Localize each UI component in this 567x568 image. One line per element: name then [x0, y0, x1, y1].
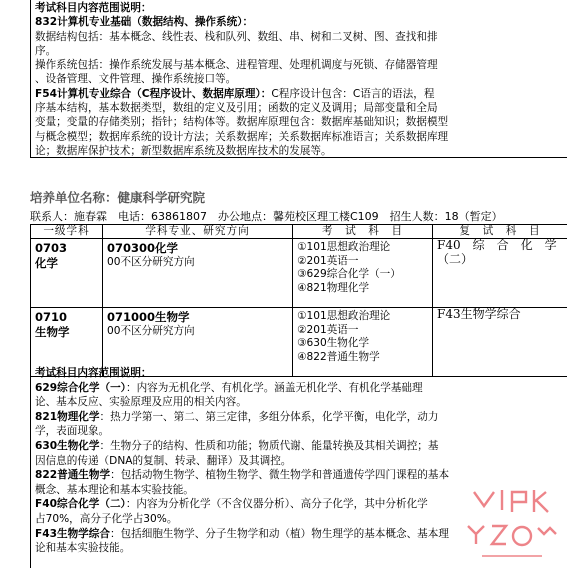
table-header-row — [31, 225, 567, 239]
bottom_box-text: ：内容为分析化学（不含仪器分析）、高分子化学，其中分析化学 — [125, 498, 428, 511]
top_box-line — [35, 72, 563, 86]
top_box-line — [35, 101, 563, 115]
bottom_box-text: 因信息的传递（DNA的复制、转录、翻译）及其调控。 — [35, 454, 292, 467]
discipline-name: 化学 — [35, 256, 58, 270]
header-major: 学科专业、研究方向 — [103, 225, 293, 239]
bottom_box-line — [35, 424, 563, 439]
bottom_box-subject: 822普通生物学 — [35, 469, 111, 482]
bottom_box-text: ：包括细胞生物学、分子生物学和动（植）物生理学的基本概念、基本理 — [109, 527, 449, 540]
bottom_box-line — [35, 395, 563, 410]
exam-cell — [293, 239, 433, 308]
header-review: 复 试 科 目 — [433, 225, 567, 239]
bottom_box-line — [35, 454, 563, 469]
bottom_box-text: ：热力学第一、第二、第三定律，多组分体系，化学平衡，电化学，动力 — [99, 410, 439, 423]
table-row — [31, 239, 567, 308]
bottom_box-subject: F43生物学综合 — [35, 527, 110, 540]
exam-subject: ②201英语一 — [297, 323, 359, 336]
top_box-text: 序。 — [35, 44, 57, 57]
top-scope-lines — [35, 15, 563, 158]
major-title: 070300化学 — [107, 241, 179, 255]
top_box-subject: 832计算机专业基础（数据结构、操作系统）： — [35, 16, 254, 29]
top_box-line — [35, 58, 563, 72]
exam-subject: ①101思想政治理论 — [297, 241, 391, 253]
bottom_box-text: ：包括动物生物学、植物生物学、微生物学和普通遗传学四门课程的基本 — [110, 469, 450, 482]
bottom_box-text: ：内容为无机化学、有机化学。涵盖无机化学、有机化学基础理 — [125, 381, 423, 394]
bottom_box-subject: 821物理化学 — [35, 410, 100, 423]
watermark-logo — [462, 486, 567, 568]
bottom_box-line — [35, 381, 563, 396]
top_box-line — [35, 130, 563, 144]
research-direction: 00不区分研究方向 — [107, 256, 195, 268]
exam-subject: ①101思想政治理论 — [297, 310, 391, 322]
top_box-line — [35, 30, 563, 44]
bottom-scope-heading: 考试科目内容范围说明： — [35, 367, 152, 379]
top_box-line — [35, 144, 563, 158]
major-title: 071000生物学 — [107, 310, 190, 324]
top-exam-scope-box — [30, 0, 567, 158]
bottom_box-text: 论、基本反应、实验原理及应用的相关内容。 — [35, 396, 247, 409]
discipline-cell — [31, 239, 103, 308]
header-discipline: 一级学科 — [31, 225, 103, 239]
exam-subject: ③629综合化学（一） — [297, 268, 401, 281]
discipline-name: 生物学 — [35, 325, 70, 339]
table-body — [31, 239, 567, 377]
top-scope-heading: 考试科目内容范围说明： — [35, 2, 152, 14]
discipline-code: 0703 — [35, 241, 68, 255]
major-table — [30, 224, 567, 377]
bottom_box-text: 论和基本实验技能。 — [35, 542, 131, 555]
review-subject: F40 综 合 化 学 — [437, 238, 557, 252]
bottom_box-text: 学，表面现象。 — [35, 425, 110, 438]
top_box-line — [35, 15, 563, 29]
review-subject: F43生物学综合 — [437, 307, 521, 321]
exam-subject: ③630生物化学 — [297, 337, 370, 350]
top_box-text: 、设备管理、文件管理、操作系统接口等。 — [35, 73, 237, 86]
review-subject: （二） — [437, 251, 474, 266]
top_box-text: 数据结构包括：基本概念、线性表、栈和队列、数组、串、树和二叉树、图、查找和排 — [35, 30, 438, 43]
bottom_box-subject: 629综合化学（一） — [35, 381, 126, 394]
major-cell — [103, 239, 293, 308]
contact-line: 联系人：施春霖 电话：63861807 办公地点：馨苑校区理工楼C109 招生人数：18（暂定） — [30, 210, 503, 223]
exam-subject: ④821物理化学 — [297, 281, 370, 294]
discipline-code: 0710 — [35, 310, 68, 324]
unit-title: 培养单位名称：健康科学研究院 — [30, 190, 206, 205]
bottom_box-subject: 630生物化学 — [35, 439, 100, 452]
bottom_box-subject: F40综合化学（二） — [35, 498, 126, 511]
exam-subject: ②201英语一 — [297, 254, 359, 267]
top_box-text: C程序设计包含：C语言的语法，程 — [271, 87, 435, 100]
exam-subject: ④822普通生物学 — [297, 350, 380, 363]
top_box-text: 与概念模型；数据库系统的设计方法；关系数据库；关系数据库标准语言；关系数据库理 — [35, 130, 449, 143]
top_box-subject: F54计算机专业综合（C程序设计、数据库原理）： — [35, 87, 272, 100]
top_box-line — [35, 87, 563, 101]
research-direction: 00不区分研究方向 — [107, 325, 195, 337]
bottom_box-text: ：生物分子的结构、性质和功能；物质代谢、能量转换及其相关调控；基 — [99, 439, 439, 452]
top_box-text: 论；数据库保护技术；新型数据库系统及数据库技术的发展等。 — [35, 144, 332, 157]
top_box-line — [35, 115, 563, 129]
bottom_box-line — [35, 439, 563, 454]
bottom_box-text: 概念、基本理论和基本实验技能。 — [35, 483, 194, 496]
bottom_box-text: 占70%，高分子化学占30%。 — [35, 512, 178, 525]
top_box-text: 序基本结构，基本数据类型，数组的定义及引用；函数的定义及调用；局部变量和全局 — [35, 102, 438, 115]
review-cell — [433, 239, 567, 308]
bottom_box-line — [35, 468, 563, 483]
top_box-line — [35, 44, 563, 58]
bottom_box-line — [35, 410, 563, 425]
header-exam: 考 试 科 目 — [293, 225, 433, 239]
top_box-text: 操作系统包括：操作系统发展与基本概念、进程管理、处理机调度与死锁、存储器管理 — [35, 59, 438, 72]
top_box-text: 变量；变量的存储类别；指针；结构体等。数据库原理包含：数据库基础知识；数据模型 — [35, 116, 449, 129]
